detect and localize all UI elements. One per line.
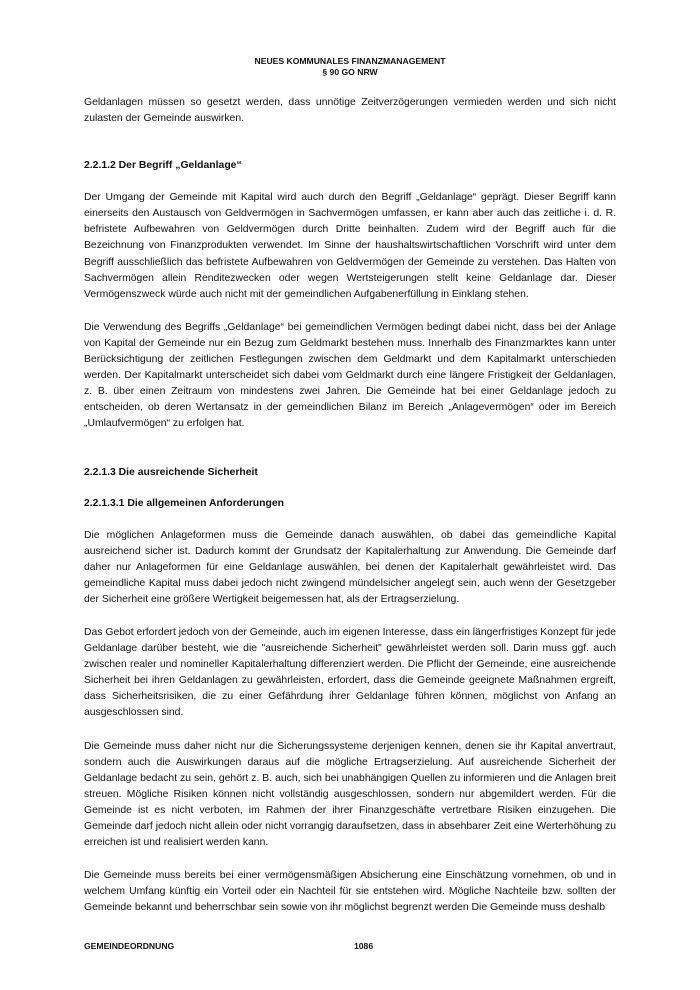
header-section: § 90 GO NRW (322, 67, 378, 77)
paragraph: Das Gebot erfordert jedoch von der Gemeinde, auch im eigenen Interesse, dass ein längerfristiges Konzept für jede Geldanlage darüber besteht, wie die "ausreichende Sicherheit" gewährleistet werden soll. Darin muss ggf. auch zwischen realer und nomineller Kapitalerhaltung differenziert werden. Die Pflicht der Gemeinde, eine ausreichende Sicherheit bei ihren Geldanlagen zu gewährleisten, erfordert, dass die Gemeinde geeignete Maßnahmen ergreift, dass Sicherheitsrisiken, die zu einer Gefährdung ihrer Geldanlage führen können, möglichst von Anfang an ausgeschlossen sind. (84, 626, 616, 719)
paragraph: Der Umgang der Gemeinde mit Kapital wird auch durch den Begriff „Geldanlage“ geprägt. Dieser Begriff kann einerseits den Austausch von Geldvermögen in Sachvermögen umfassen, er kann aber auch das zeitliche i. d. R. befristete Aufbewahren von Geldvermögen durch Dritte beinhalten. Zudem wird der Begriff auch für die Bezeichnung von Finanzprodukten verwendet. Im Sinne der haushaltswirtschaftlichen Vorschrift wird unter dem Begriff ausschließlich das befristete Aufbewahren von Geldvermögen der Gemeinde zu verstehen. Das Halten von Sachvermögen allein Renditezwecken oder wegen Wertsteigerungen stellt keine Geldanlage dar. Dieser Vermögenszweck würde auch nicht mit der gemeindlichen Aufgabenerfüllung in Einklang stehen. (84, 192, 616, 300)
paragraph: Die Gemeinde muss daher nicht nur die Sicherungssysteme derjenigen kennen, denen sie ihr Kapital anvertraut, sondern auch die Auswirkungen daraus auf die mögliche Ertragserzielung. Auf ausreichende Sicherheit der Geldanlage bedacht zu sein, gehört z. B. auch, sich bei unabhängigen Quellen zu informieren und die Anlagen breit streuen. Mögliche Risiken können nicht vollständig ausgeschlossen, sondern nur abgemildert werden. Für die Gemeinde ist es nicht verboten, im Rahmen der ihrer Finanzgeschäfte vertretbare Risiken einzugehen. Die Gemeinde darf jedoch nicht allein oder nicht vorrangig daraufsetzen, dass in absehbarer Zeit eine Werterhöhung zu erreichen ist und realisiert werden kann. (84, 740, 616, 849)
document-page (84, 56, 616, 916)
header-title: NEUES KOMMUNALES FINANZMANAGEMENT (254, 56, 446, 66)
page-header (84, 56, 616, 78)
paragraph: Geldanlagen müssen so gesetzt werden, dass unnötige Zeitverzögerungen vermieden werden und sich nicht zulasten der Gemeinde auswirken. (84, 97, 616, 125)
paragraph: Die Verwendung des Begriffs „Geldanlage“ bei gemeindlichen Vermögen bedingt dabei nicht, dass bei der Anlage von Kapital der Gemeinde nur ein Bezug zum Geldmarkt bestehen muss. Innerhalb des Finanzmarktes kann unter Berücksichtigung der zeitlichen Festlegungen zwischen dem Geldmarkt und dem Kapitalmarkt unterschieden werden. Der Kapitalmarkt unterscheidet sich dabei vom Geldmarkt durch eine längere Fristigkeit der Geldanlagen, z. B. über einen Zeitraum von mindestens zwei Jahren. Die Gemeinde hat bei einer Geldanlage jedoch zu entscheiden, ob deren Wertansatz in der gemeindlichen Bilanz im Bereich „Anlagevermögen“ oder im Bereich „Umlaufvermögen“ zu erfolgen hat. (84, 321, 616, 430)
paragraph: Die Gemeinde muss bereits bei einer vermögensmäßigen Absicherung eine Einschätzung vornehmen, ob und in welchem Umfang künftig ein Vorteil oder ein Nachteil für sie entstehen wird. Mögliche Nachteile bzw. sollten der Gemeinde bekannt und beherrschbar sein sowie von ihr möglichst begrenzt werden Die Gemeinde muss deshalb (84, 870, 616, 914)
page-number: 1086 (354, 941, 374, 951)
section-heading: 2.2.1.2 Der Begriff „Geldanlage“ (84, 160, 242, 172)
paragraph: Die möglichen Anlageformen muss die Gemeinde danach auswählen, ob dabei das gemeindliche Kapital ausreichend sicher ist. Dadurch kommt der Grundsatz der Kapitalerhaltung zur Anwendung. Die Gemeinde darf daher nur Anlageformen für eine Geldanlage auswählen, bei denen der Kapitalerhalt gewährleistet wird. Das gemeindliche Kapital muss dabei jedoch nicht zwingend mündelsicher angelegt sein, auch wenn der Gesetzgeber der Sicherheit eine größere Wertigkeit beigemessen hat, als der Ertragserzielung. (84, 529, 616, 605)
footer-title: GEMEINDEORDNUNG (84, 941, 175, 951)
subsection-heading: 2.2.1.3.1 Die allgemeinen Anforderungen (84, 497, 284, 509)
section-heading: 2.2.1.3 Die ausreichende Sicherheit (84, 466, 258, 478)
